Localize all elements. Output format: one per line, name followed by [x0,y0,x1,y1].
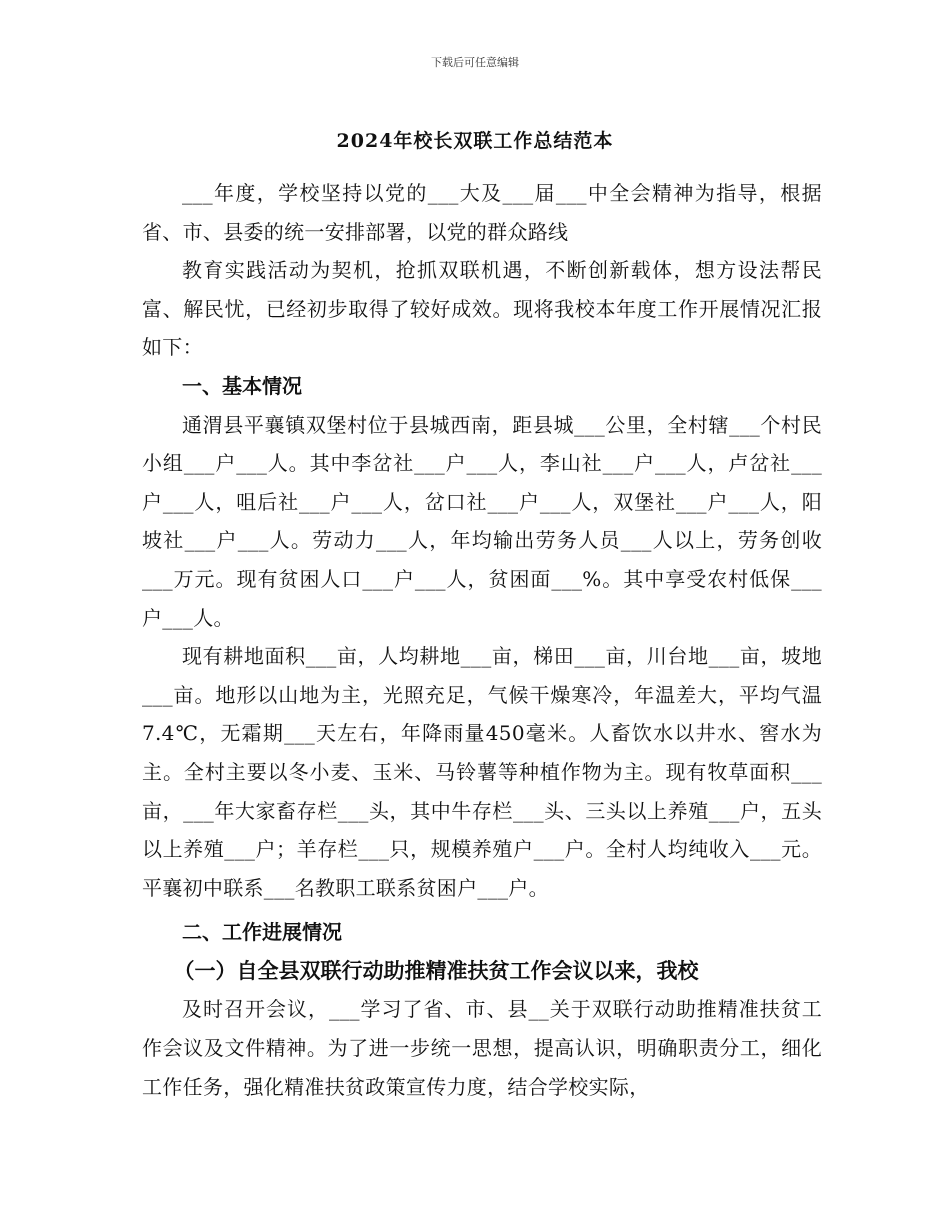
intro-paragraph-1: ___年度，学校坚持以党的___大及___届___中全会精神为指导，根据省、市、县委的统一安排部署，以党的群众路线 [142,181,822,244]
document-body [142,174,822,1106]
document-title: 2024年校长双联工作总结范本 [336,130,614,152]
header-note: 下载后可任意编辑 [431,56,519,69]
section-2-heading: 二、工作进展情况 [182,920,342,945]
section-1-heading: 一、基本情况 [182,373,302,398]
section-2-paragraph-1: 及时召开会议，___学习了省、市、县__关于双联行动助推精准扶贫工作会议及文件精神。为了进一步统一思想，提高认识，明确职责分工，细化工作任务，强化精准扶贫政策宣传力度，结合学校实际， [142,997,822,1099]
section-2-subheading-1: （一）自全县双联行动助推精准扶贫工作会议以来，我校 [173,957,699,983]
section-1-paragraph-1: 通渭县平襄镇双堡村位于县城西南，距县城___公里，全村辖___个村民小组___户___人。其中李岔社___户___人，李山社___户___人，卢岔社___户___人，咀后社___户___人，岔口社___户___人，双堡社___户___人，阳坡社___户___人。劳动力___人，年均输出劳务人员___人以上，劳务创收___万元。现有贫困人口___户___人，贫困面___%。其中享受农村低保___户___人。 [142,412,822,630]
intro-paragraph-2: 教育实践活动为契机，抢抓双联机遇，不断创新载体，想方设法帮民富、解民忧，已经初步取得了较好成效。现将我校本年度工作开展情况汇报如下： [142,258,822,360]
section-1-paragraph-2: 现有耕地面积___亩，人均耕地___亩，梯田___亩，川台地___亩，坡地___亩。地形以山地为主，光照充足，气候干燥寒冷，年温差大，平均气温7.4℃，无霜期___天左右，年降雨量450毫米。人畜饮水以井水、窖水为主。全村主要以冬小麦、玉米、马铃薯等种植作物为主。现有牧草面积___亩，___年大家畜存栏___头，其中牛存栏___头、三头以上养殖___户，五头以上养殖___户；羊存栏___只，规模养殖户___户。全村人均纯收入___元。平襄初中联系___名教职工联系贫困户___户。 [142,644,822,900]
